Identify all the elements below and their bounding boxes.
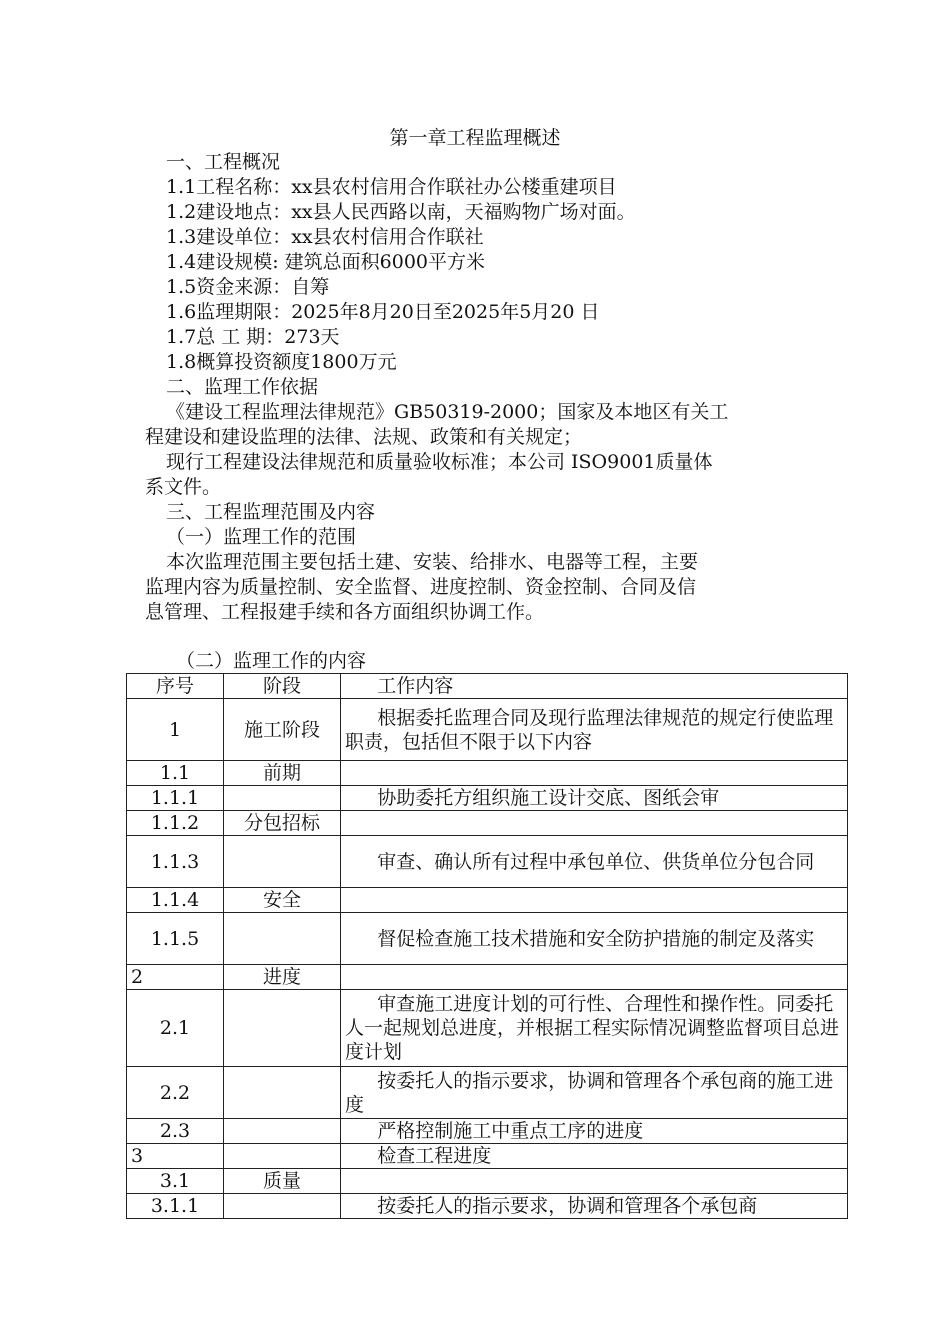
table-row — [127, 990, 848, 1067]
row-stage: 前期 — [224, 761, 341, 786]
table-row — [127, 699, 848, 761]
scope-para-line2: 监理内容为质量控制、安全监督、进度控制、资金控制、合同及信 — [145, 576, 697, 598]
table-header-row — [127, 674, 848, 699]
row-no: 3.1 — [127, 1169, 224, 1194]
scope-subheading: （一）监理工作的范围 — [166, 526, 357, 548]
row-content: 审查施工进度计划的可行性、合理性和操作性。同委托人一起规划总进度，并根据工程实际情况调整监督项目总进度计划 — [341, 990, 848, 1067]
table-row — [127, 1194, 848, 1219]
row-no: 2.3 — [127, 1119, 224, 1144]
row-stage: 安全 — [224, 888, 341, 913]
chapter-title: 第一章工程监理概述 — [389, 127, 561, 149]
work-content-table — [126, 673, 848, 1219]
section1-heading: 一、工程概况 — [166, 151, 281, 173]
table-row — [127, 836, 848, 888]
row-content — [341, 811, 848, 836]
table-row — [127, 811, 848, 836]
table-row — [127, 888, 848, 913]
section3-heading: 三、工程监理范围及内容 — [166, 501, 376, 523]
row-no: 2.2 — [127, 1067, 224, 1119]
scope-para-line3: 息管理、工程报建手续和各方面组织协调工作。 — [145, 601, 545, 623]
content-subheading: （二）监理工作的内容 — [176, 650, 367, 672]
row-content: 检查工程进度 — [341, 1144, 848, 1169]
row-content: 根据委托监理合同及现行监理法律规范的规定行使监理职责，包括但不限于以下内容 — [341, 699, 848, 761]
header-no: 序号 — [127, 674, 224, 699]
row-no: 3 — [127, 1144, 224, 1169]
row-content — [341, 761, 848, 786]
row-stage — [224, 913, 341, 965]
row-stage — [224, 1067, 341, 1119]
row-no: 1.1.2 — [127, 811, 224, 836]
section2-heading: 二、监理工作依据 — [166, 376, 319, 398]
row-content: 严格控制施工中重点工序的进度 — [341, 1119, 848, 1144]
row-stage — [224, 836, 341, 888]
row-no: 1.1 — [127, 761, 224, 786]
row-no: 2.1 — [127, 990, 224, 1067]
scope-para-line1: 本次监理范围主要包括土建、安装、给排水、电器等工程，主要 — [166, 551, 699, 573]
basis-para2-line1: 现行工程建设法律规范和质量验收标准；本公司 ISO9001质量体 — [166, 451, 713, 473]
row-no: 1.1.5 — [127, 913, 224, 965]
row-content: 按委托人的指示要求，协调和管理各个承包商的施工进度 — [341, 1067, 848, 1119]
row-content: 协助委托方组织施工设计交底、图纸会审 — [341, 786, 848, 811]
row-stage: 质量 — [224, 1169, 341, 1194]
row-stage: 施工阶段 — [224, 699, 341, 761]
row-stage — [224, 990, 341, 1067]
fund-source: 1.5资金来源：自筹 — [166, 276, 330, 298]
row-stage: 进度 — [224, 965, 341, 990]
row-content: 按委托人的指示要求，协调和管理各个承包商 — [341, 1194, 848, 1219]
project-owner: 1.3建设单位：xx县农村信用合作联社 — [166, 226, 484, 248]
row-content — [341, 965, 848, 990]
table-row — [127, 1169, 848, 1194]
project-scale: 1.4建设规模: 建筑总面积6000平方米 — [166, 251, 486, 273]
row-no: 1 — [127, 699, 224, 761]
header-content: 工作内容 — [341, 674, 848, 699]
row-stage — [224, 1144, 341, 1169]
project-location: 1.2建设地点：xx县人民西路以南，天福购物广场对面。 — [166, 201, 636, 223]
estimated-investment: 1.8概算投资额度1800万元 — [166, 351, 397, 373]
table-row — [127, 1144, 848, 1169]
project-name: 1.1工程名称：xx县农村信用合作联社办公楼重建项目 — [166, 176, 617, 198]
row-no: 2 — [127, 965, 224, 990]
row-content — [341, 1169, 848, 1194]
row-no: 1.1.3 — [127, 836, 224, 888]
row-no: 1.1.4 — [127, 888, 224, 913]
table-row — [127, 913, 848, 965]
row-content — [341, 888, 848, 913]
row-no: 3.1.1 — [127, 1194, 224, 1219]
table-row — [127, 965, 848, 990]
basis-para1-line1: 《建设工程监理法律规范》GB50319-2000；国家及本地区有关工 — [166, 401, 729, 423]
table-row — [127, 786, 848, 811]
row-stage — [224, 1194, 341, 1219]
basis-para1-line2: 程建设和建设监理的法律、法规、政策和有关规定； — [145, 426, 583, 448]
table-row — [127, 761, 848, 786]
row-no: 1.1.1 — [127, 786, 224, 811]
table-row — [127, 1119, 848, 1144]
row-stage: 分包招标 — [224, 811, 341, 836]
supervision-period: 1.6监理期限：2025年8月20日至2025年5月20 日 — [166, 301, 600, 323]
header-stage: 阶段 — [224, 674, 341, 699]
basis-para2-line2: 系文件。 — [145, 476, 222, 498]
row-content: 审查、确认所有过程中承包单位、供货单位分包合同 — [341, 836, 848, 888]
row-stage — [224, 1119, 341, 1144]
table-row — [127, 1067, 848, 1119]
row-stage — [224, 786, 341, 811]
row-content: 督促检查施工技术措施和安全防护措施的制定及落实 — [341, 913, 848, 965]
total-duration: 1.7总 工 期：273天 — [166, 326, 340, 348]
